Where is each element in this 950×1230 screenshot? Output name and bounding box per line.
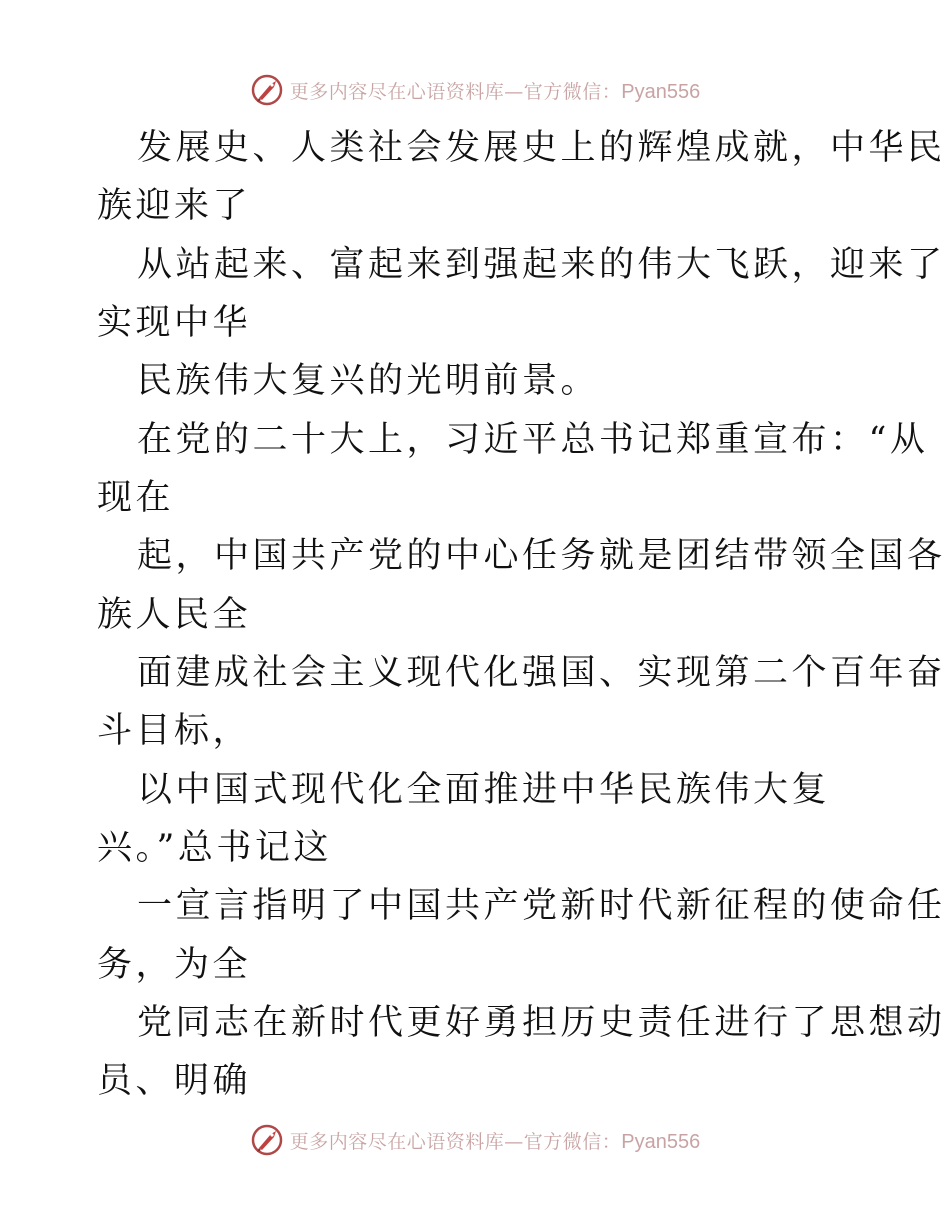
pen-nib-logo-icon xyxy=(250,73,284,107)
text-line: 族人民全 xyxy=(97,595,252,635)
text-line: 务，为全 xyxy=(97,945,252,985)
text-line: 民族伟大复兴的光明前景。 xyxy=(137,361,600,401)
watermark-label: 更多内容尽在心语资料库—官方微信： xyxy=(289,80,622,103)
header-watermark xyxy=(0,70,950,110)
watermark-text xyxy=(290,77,700,104)
text-line: 实现中华 xyxy=(97,303,252,343)
watermark-wechat-id: Pyan556 xyxy=(621,1130,701,1153)
text-line: 面建成社会主义现代化强国、实现第二个百年奋 xyxy=(137,653,946,693)
text-line: 从站起来、富起来到强起来的伟大飞跃，迎来了 xyxy=(137,245,946,285)
text-line: 族迎来了 xyxy=(97,186,252,226)
footer-watermark xyxy=(0,1120,950,1160)
watermark-text xyxy=(290,1127,700,1154)
text-line: 现在 xyxy=(97,478,175,518)
text-line: 在党的二十大上，习近平总书记郑重宣布：“从 xyxy=(137,420,929,460)
text-line: 发展史、人类社会发展史上的辉煌成就，中华民 xyxy=(137,128,946,168)
watermark-label: 更多内容尽在心语资料库—官方微信： xyxy=(289,1130,622,1153)
watermark-wechat-id: Pyan556 xyxy=(621,80,701,103)
pen-nib-logo-icon xyxy=(250,1123,284,1157)
text-line: 斗目标， xyxy=(97,711,252,751)
text-line: 党同志在新时代更好勇担历史责任进行了思想动 xyxy=(137,1003,946,1043)
text-line: 兴。”总书记这 xyxy=(97,828,332,868)
text-line: 一宣言指明了中国共产党新时代新征程的使命任 xyxy=(137,886,946,926)
text-line: 以中国式现代化全面推进中华民族伟大复 xyxy=(137,770,831,810)
text-line: 起，中国共产党的中心任务就是团结带领全国各 xyxy=(137,536,946,576)
text-line: 员、明确 xyxy=(97,1061,252,1101)
